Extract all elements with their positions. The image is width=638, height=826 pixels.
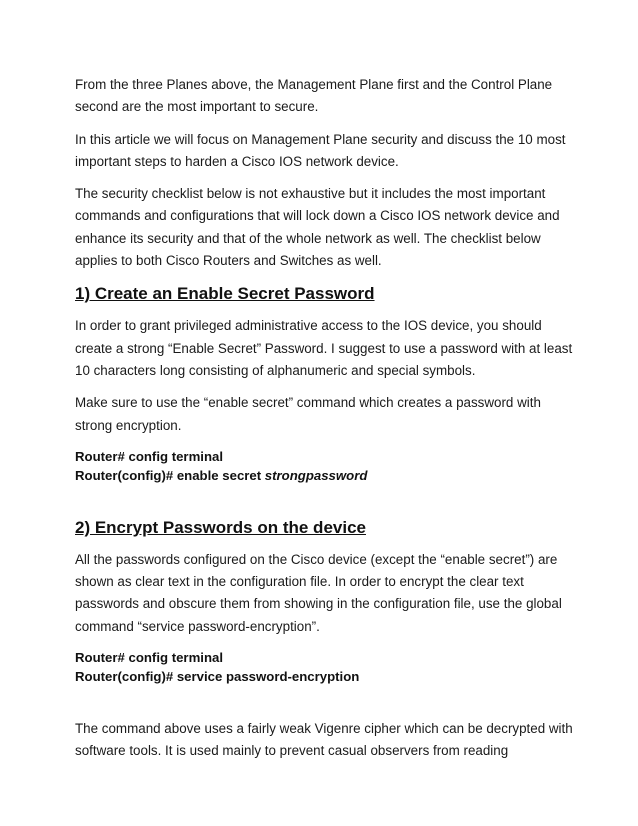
- command-prefix: Router(config)# enable secret: [75, 467, 265, 483]
- section-1-heading: 1) Create an Enable Secret Password: [75, 284, 375, 304]
- section-2-paragraph-1: All the passwords configured on the Cisco device (except the “enable secret”) are shown as clear text in the configuration file. In order to encrypt the clear text passwords and obscure them from showing in the configuration file, use the global command “service password-encryption”.: [75, 551, 562, 634]
- section-2-heading: 2) Encrypt Passwords on the device: [75, 517, 366, 537]
- intro-paragraph-1: From the three Planes above, the Management Plane first and the Control Plane second are the most important to secure.: [75, 77, 553, 115]
- intro-paragraph-3: The security checklist below is not exhaustive but it includes the most important commands and configurations that will lock down a Cisco IOS network device and enhance its security and that of the whole network as well. The checklist below applies to both Cisco Routers and Switches as well.: [75, 186, 560, 269]
- section-1-paragraph-1: In order to grant privileged administrative access to the IOS device, you should create a strong “Enable Secret” Password. I suggest to use a password with at least 10 characters long consisting of alphanumeric and special symbols.: [75, 318, 573, 378]
- command-line-config-terminal: Router# config terminal: [75, 650, 224, 666]
- command-line-config-terminal: Router# config terminal: [75, 448, 224, 464]
- document-page: [75, 74, 573, 773]
- command-argument: strongpassword: [264, 467, 368, 483]
- section-2-paragraph-2: The command above uses a fairly weak Vigenre cipher which can be decrypted with software tools. It is used mainly to prevent casual observers from reading: [75, 721, 573, 759]
- command-line-enable-secret: [75, 466, 573, 485]
- command-line-service-password-encryption: Router(config)# service password-encryption: [75, 669, 360, 685]
- section-2-command-block: [75, 648, 573, 686]
- section-1-paragraph-2: Make sure to use the “enable secret” command which creates a password with strong encryption.: [75, 395, 541, 433]
- intro-paragraph-2: In this article we will focus on Management Plane security and discuss the 10 most important steps to harden a Cisco IOS network device.: [75, 131, 566, 169]
- section-1-command-block: [75, 447, 573, 485]
